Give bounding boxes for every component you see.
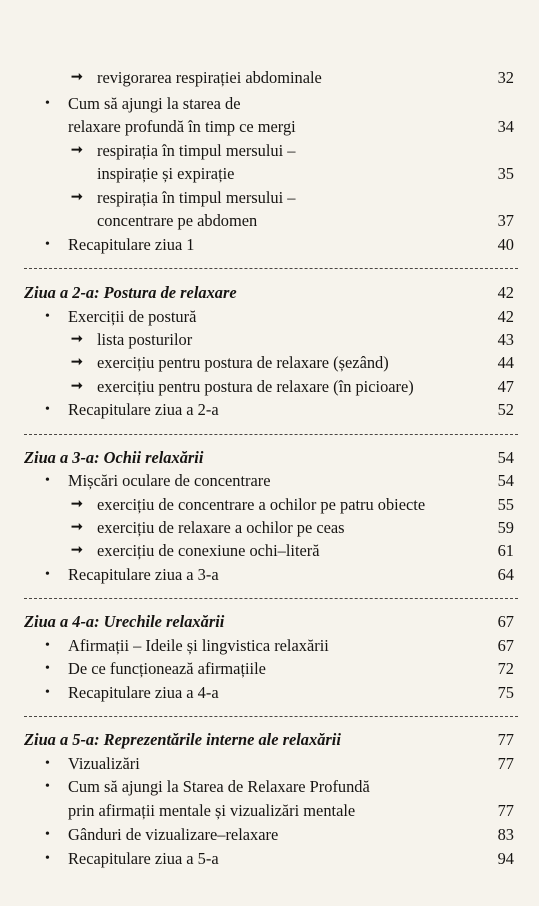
bullet-icon: •: [45, 779, 50, 794]
entry-text: Mișcări oculare de concentrare: [68, 471, 271, 490]
page-number: 47: [497, 377, 514, 396]
toc-entry: [0, 823, 539, 846]
page-number: 35: [497, 164, 514, 183]
chapter-title: Ziua a 3-a: Ochii relaxării: [24, 448, 204, 467]
chapter-heading: [0, 446, 539, 469]
entry-text: Recapitulare ziua a 3-a: [68, 565, 219, 584]
toc-entry: [0, 209, 539, 232]
chapter-heading: [0, 281, 539, 304]
toc-entry: [0, 681, 539, 704]
toc-entry: [0, 469, 539, 492]
page-number: 77: [497, 801, 514, 820]
entry-text: revigorarea respirației abdominale: [97, 68, 322, 87]
bullet-icon: •: [45, 638, 50, 653]
page-number: 32: [497, 68, 514, 87]
page-number: 83: [497, 825, 514, 844]
section-divider: [24, 268, 518, 269]
bullet-icon: •: [45, 96, 50, 111]
bullet-icon: •: [45, 851, 50, 866]
bullet-icon: •: [45, 402, 50, 417]
entry-text: Afirmații – Ideile și lingvistica relaxării: [68, 636, 329, 655]
chapter-heading: [0, 610, 539, 633]
entry-text: inspirație și expirație: [97, 164, 235, 183]
toc-entry: [0, 539, 539, 562]
toc-entry: [0, 493, 539, 516]
entry-text: De ce funcționează afirmațiile: [68, 659, 266, 678]
chapter-title: Ziua a 4-a: Urechile relaxării: [24, 612, 225, 631]
entry-text: Recapitulare ziua 1: [68, 235, 195, 254]
toc-entry: [0, 328, 539, 351]
page-number: 67: [497, 612, 514, 631]
page-number: 55: [497, 495, 514, 514]
entry-text: respirația în timpul mersului –: [97, 188, 296, 207]
toc-entry: [0, 634, 539, 657]
arrow-icon: ➞: [71, 355, 82, 370]
bullet-icon: •: [45, 756, 50, 771]
chapter-heading: [0, 728, 539, 751]
entry-text: exercițiu de relaxare a ochilor pe ceas: [97, 518, 345, 537]
bullet-icon: •: [45, 567, 50, 582]
arrow-icon: ➞: [71, 520, 82, 535]
toc-entry: [0, 186, 539, 209]
page-number: 77: [497, 730, 514, 749]
entry-text: Cum să ajungi la starea de: [68, 94, 241, 113]
entry-text: exercițiu pentru postura de relaxare (în picioare): [97, 377, 414, 396]
page-number: 61: [497, 541, 514, 560]
bullet-icon: •: [45, 237, 50, 252]
toc-entry: [0, 115, 539, 138]
toc-entry: [0, 351, 539, 374]
section-divider: [24, 716, 518, 717]
arrow-icon: ➞: [71, 332, 82, 347]
entry-text: concentrare pe abdomen: [97, 211, 258, 230]
entry-text: Cum să ajungi la Starea de Relaxare Profundă: [68, 777, 370, 796]
entry-text: lista posturilor: [97, 330, 193, 349]
page-number: 77: [497, 754, 514, 773]
arrow-icon: ➞: [71, 379, 82, 394]
entry-text: Recapitulare ziua a 4-a: [68, 683, 219, 702]
page-number: 34: [497, 117, 514, 136]
bullet-icon: •: [45, 827, 50, 842]
entry-text: exercițiu de concentrare a ochilor pe patru obiecte: [97, 495, 426, 514]
page-number: 67: [497, 636, 514, 655]
toc-entry: [0, 657, 539, 680]
chapter-title: Ziua a 2-a: Postura de relaxare: [24, 283, 237, 302]
arrow-icon: ➞: [71, 497, 82, 512]
section-divider: [24, 598, 518, 599]
entry-text: Gânduri de vizualizare–relaxare: [68, 825, 279, 844]
entry-text: relaxare profundă în timp ce mergi: [68, 117, 296, 136]
toc-entry: [0, 398, 539, 421]
page-number: 54: [497, 448, 514, 467]
page-number: 40: [497, 235, 514, 254]
page-number: 52: [497, 400, 514, 419]
bullet-icon: •: [45, 309, 50, 324]
entry-text: respirația în timpul mersului –: [97, 141, 296, 160]
bullet-icon: •: [45, 685, 50, 700]
toc-entry: [0, 375, 539, 398]
toc-entry: [0, 162, 539, 185]
entry-text: Recapitulare ziua a 5-a: [68, 849, 219, 868]
toc-entry: [0, 775, 539, 798]
entry-text: Recapitulare ziua a 2-a: [68, 400, 219, 419]
toc-entry: [0, 847, 539, 870]
bullet-icon: •: [45, 473, 50, 488]
page-number: 94: [497, 849, 514, 868]
entry-text: exercițiu pentru postura de relaxare (șezând): [97, 353, 389, 372]
arrow-icon: ➞: [71, 190, 82, 205]
toc-entry: [0, 139, 539, 162]
toc-entry: [0, 233, 539, 256]
toc-entry: [0, 305, 539, 328]
toc-entry: [0, 66, 539, 89]
page-number: 64: [497, 565, 514, 584]
page-number: 43: [497, 330, 514, 349]
entry-text: prin afirmații mentale și vizualizări mentale: [68, 801, 356, 820]
section-divider: [24, 434, 518, 435]
toc-entry: [0, 516, 539, 539]
entry-text: Vizualizări: [68, 754, 140, 773]
toc-entry: [0, 799, 539, 822]
arrow-icon: ➞: [71, 143, 82, 158]
entry-text: Exerciții de postură: [68, 307, 197, 326]
bullet-icon: •: [45, 661, 50, 676]
toc-entry: [0, 563, 539, 586]
chapter-title: Ziua a 5-a: Reprezentările interne ale relaxării: [24, 730, 341, 749]
toc-entry: [0, 92, 539, 115]
page-number: 42: [497, 307, 514, 326]
page-number: 72: [497, 659, 514, 678]
page-number: 42: [497, 283, 514, 302]
page-number: 37: [497, 211, 514, 230]
toc-entry: [0, 752, 539, 775]
page-number: 44: [497, 353, 514, 372]
arrow-icon: ➞: [71, 70, 82, 85]
page-number: 75: [497, 683, 514, 702]
page-number: 59: [497, 518, 514, 537]
entry-text: exercițiu de conexiune ochi–literă: [97, 541, 320, 560]
page-number: 54: [497, 471, 514, 490]
arrow-icon: ➞: [71, 543, 82, 558]
